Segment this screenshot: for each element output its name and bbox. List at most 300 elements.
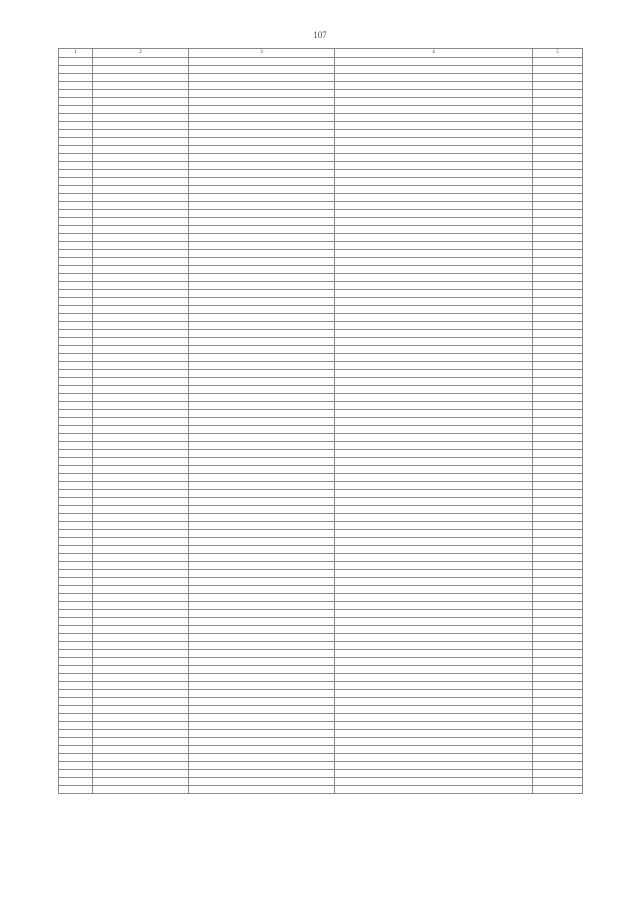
table-cell [533,186,583,194]
table-cell [93,106,189,114]
table-cell [335,458,533,466]
table-cell [335,194,533,202]
header-row [59,49,583,58]
table-cell [59,82,93,90]
table-cell [533,450,583,458]
table-row [59,210,583,218]
table-cell [93,434,189,442]
table-cell [59,490,93,498]
table-row [59,394,583,402]
table-cell [335,82,533,90]
table-cell [533,626,583,634]
table-cell [533,586,583,594]
table-cell [189,498,335,506]
table-cell [93,530,189,538]
table-cell [533,314,583,322]
table-cell [59,674,93,682]
table-row [59,682,583,690]
table-cell [189,218,335,226]
table-cell [59,626,93,634]
table-cell [533,242,583,250]
table-cell [93,722,189,730]
table-cell [335,474,533,482]
table-cell [335,394,533,402]
table-cell [59,322,93,330]
table-cell [335,610,533,618]
table-cell [533,194,583,202]
table-cell [59,58,93,66]
table-cell [93,634,189,642]
table-cell [93,594,189,602]
table-cell [335,354,533,362]
table-cell [533,138,583,146]
table-cell [93,682,189,690]
table-cell [59,618,93,626]
table-cell [59,338,93,346]
table-cell [533,258,583,266]
table-cell [335,698,533,706]
table-cell [189,114,335,122]
table-cell [59,90,93,98]
table-cell [335,98,533,106]
table-cell [189,666,335,674]
table-body [59,58,583,794]
table-cell [93,194,189,202]
table-cell [533,578,583,586]
table-cell [189,154,335,162]
table-cell [533,234,583,242]
table-cell [533,178,583,186]
table-row [59,762,583,770]
table-cell [189,786,335,794]
table-cell [189,82,335,90]
table-cell [93,610,189,618]
table-cell [335,650,533,658]
table-cell [59,722,93,730]
table-cell [335,226,533,234]
table-cell [533,530,583,538]
table-cell [335,442,533,450]
table-cell [93,786,189,794]
table-cell [59,210,93,218]
table-cell [59,738,93,746]
table-cell [335,90,533,98]
table-cell [533,674,583,682]
table-cell [93,274,189,282]
table-cell [189,466,335,474]
table-row [59,466,583,474]
table-cell [59,234,93,242]
table-row [59,130,583,138]
table-cell [59,698,93,706]
table-cell [93,410,189,418]
table-cell [93,370,189,378]
table-cell [93,218,189,226]
table-cell [189,738,335,746]
table-cell [533,306,583,314]
table-row [59,218,583,226]
table-cell [93,394,189,402]
table-cell [59,154,93,162]
table-row [59,90,583,98]
table-row [59,146,583,154]
column-header: 4 [335,49,533,58]
table-cell [189,474,335,482]
table-row [59,386,583,394]
table-cell [189,586,335,594]
table-cell [59,786,93,794]
table-cell [59,506,93,514]
table-cell [189,618,335,626]
table-cell [335,786,533,794]
table-cell [335,266,533,274]
table-row [59,98,583,106]
table-cell [93,778,189,786]
table-row [59,418,583,426]
table-cell [59,546,93,554]
table-cell [189,58,335,66]
table-cell [533,426,583,434]
table-row [59,770,583,778]
table-cell [93,490,189,498]
table-cell [93,514,189,522]
table-cell [93,618,189,626]
table-cell [59,474,93,482]
table-cell [59,426,93,434]
table-cell [335,74,533,82]
table-cell [533,706,583,714]
table-cell [335,466,533,474]
table-cell [93,154,189,162]
table-cell [59,66,93,74]
table-cell [335,594,533,602]
table-cell [93,658,189,666]
table-cell [189,298,335,306]
table-cell [59,194,93,202]
table-cell [533,506,583,514]
table-cell [59,394,93,402]
table-cell [59,370,93,378]
table-cell [189,482,335,490]
table-cell [533,594,583,602]
table-cell [335,706,533,714]
table-cell [93,386,189,394]
table-cell [335,122,533,130]
table-cell [59,306,93,314]
table-cell [189,522,335,530]
table-cell [93,306,189,314]
table-cell [335,298,533,306]
table-cell [189,202,335,210]
table-cell [59,362,93,370]
table-cell [93,330,189,338]
table-cell [189,90,335,98]
table-cell [93,466,189,474]
table-row [59,354,583,362]
table-cell [93,562,189,570]
table-cell [59,138,93,146]
table-cell [59,258,93,266]
table-row [59,698,583,706]
table-cell [93,378,189,386]
table-cell [533,562,583,570]
table-cell [335,522,533,530]
table-cell [59,554,93,562]
table-row [59,410,583,418]
table-cell [335,186,533,194]
table-cell [533,666,583,674]
table-cell [189,330,335,338]
table-cell [93,482,189,490]
table-cell [59,122,93,130]
table-cell [189,746,335,754]
table-row [59,226,583,234]
table-cell [59,538,93,546]
table-cell [189,690,335,698]
table-cell [59,266,93,274]
table-cell [533,498,583,506]
table-cell [93,138,189,146]
table-row [59,482,583,490]
table-cell [335,210,533,218]
table-cell [189,370,335,378]
table-cell [533,378,583,386]
table-cell [189,66,335,74]
table-row [59,298,583,306]
table-cell [59,298,93,306]
table-row [59,610,583,618]
table-cell [93,602,189,610]
table-cell [335,730,533,738]
table-row [59,594,583,602]
table-cell [93,570,189,578]
table-cell [335,482,533,490]
table-cell [189,578,335,586]
table-cell [93,674,189,682]
table-cell [335,146,533,154]
table-cell [533,114,583,122]
table-row [59,266,583,274]
table-row [59,426,583,434]
table-cell [533,690,583,698]
table-cell [189,242,335,250]
page-number: 107 [313,30,327,40]
table-cell [59,642,93,650]
table-cell [335,546,533,554]
table-row [59,754,583,762]
table-cell [533,82,583,90]
table-cell [335,418,533,426]
table-cell [335,434,533,442]
table-row [59,434,583,442]
table-cell [533,650,583,658]
table-cell [59,186,93,194]
table-cell [93,146,189,154]
table-cell [533,554,583,562]
table-cell [93,314,189,322]
table-cell [533,66,583,74]
table-cell [533,490,583,498]
table-cell [59,106,93,114]
table-cell [533,610,583,618]
table-cell [93,586,189,594]
table-row [59,546,583,554]
table-cell [189,458,335,466]
table-cell [335,578,533,586]
table-cell [189,506,335,514]
table-row [59,586,583,594]
table-row [59,618,583,626]
table-cell [93,506,189,514]
table-cell [335,530,533,538]
table-cell [189,306,335,314]
table-cell [93,522,189,530]
table-cell [189,146,335,154]
table-cell [533,570,583,578]
table-row [59,170,583,178]
table-cell [335,602,533,610]
table-cell [59,442,93,450]
table-row [59,690,583,698]
table-cell [335,738,533,746]
table-cell [59,602,93,610]
table-cell [335,570,533,578]
table-cell [335,338,533,346]
table-cell [189,562,335,570]
table-cell [93,234,189,242]
table-cell [189,354,335,362]
table-cell [335,554,533,562]
table-cell [335,754,533,762]
table-cell [335,106,533,114]
table-cell [189,770,335,778]
table-cell [533,202,583,210]
table-cell [189,642,335,650]
table-cell [59,402,93,410]
table-cell [533,722,583,730]
table-cell [533,762,583,770]
table-cell [189,162,335,170]
table-cell [93,666,189,674]
table-cell [189,778,335,786]
table-cell [533,402,583,410]
table-cell [189,538,335,546]
table-cell [533,146,583,154]
table-cell [93,690,189,698]
table-cell [335,770,533,778]
table-cell [335,690,533,698]
table-cell [189,426,335,434]
table-cell [59,378,93,386]
table-cell [189,610,335,618]
table-cell [93,730,189,738]
table-cell [189,402,335,410]
table-cell [335,138,533,146]
table-cell [189,722,335,730]
table-cell [93,442,189,450]
table-row [59,786,583,794]
table-cell [93,714,189,722]
table-row [59,498,583,506]
table-cell [189,410,335,418]
table-cell [93,426,189,434]
table-cell [189,754,335,762]
table-cell [59,98,93,106]
table-cell [93,130,189,138]
table-cell [189,138,335,146]
table-cell [93,458,189,466]
table-cell [533,682,583,690]
table-row [59,578,583,586]
table-cell [93,362,189,370]
table-cell [59,74,93,82]
table-row [59,458,583,466]
table-cell [59,130,93,138]
table-cell [189,98,335,106]
table-cell [189,74,335,82]
table-cell [189,554,335,562]
table-row [59,626,583,634]
table-cell [533,466,583,474]
table-cell [533,778,583,786]
table-cell [533,282,583,290]
table-cell [93,210,189,218]
table-cell [93,450,189,458]
table-cell [533,754,583,762]
table-cell [189,442,335,450]
table-cell [93,474,189,482]
table-cell [335,114,533,122]
table-cell [93,178,189,186]
table-cell [533,370,583,378]
table-cell [189,234,335,242]
table-cell [335,290,533,298]
table-cell [59,218,93,226]
table-cell [335,562,533,570]
table-cell [93,546,189,554]
table-cell [533,162,583,170]
table-cell [533,482,583,490]
table-cell [533,714,583,722]
table-cell [335,242,533,250]
table-row [59,234,583,242]
table-cell [335,362,533,370]
table-row [59,58,583,66]
table-cell [59,282,93,290]
table-cell [59,162,93,170]
table-cell [533,362,583,370]
table-row [59,650,583,658]
table-cell [59,746,93,754]
table-cell [189,714,335,722]
table-cell [93,282,189,290]
table-cell [59,450,93,458]
table-cell [59,762,93,770]
table-row [59,362,583,370]
table-cell [533,386,583,394]
table-cell [335,586,533,594]
table-cell [189,106,335,114]
table-cell [335,426,533,434]
table-cell [533,226,583,234]
table-cell [93,322,189,330]
table-cell [533,538,583,546]
table-cell [93,706,189,714]
table-cell [533,458,583,466]
table-cell [93,626,189,634]
table-row [59,282,583,290]
table-cell [533,522,583,530]
